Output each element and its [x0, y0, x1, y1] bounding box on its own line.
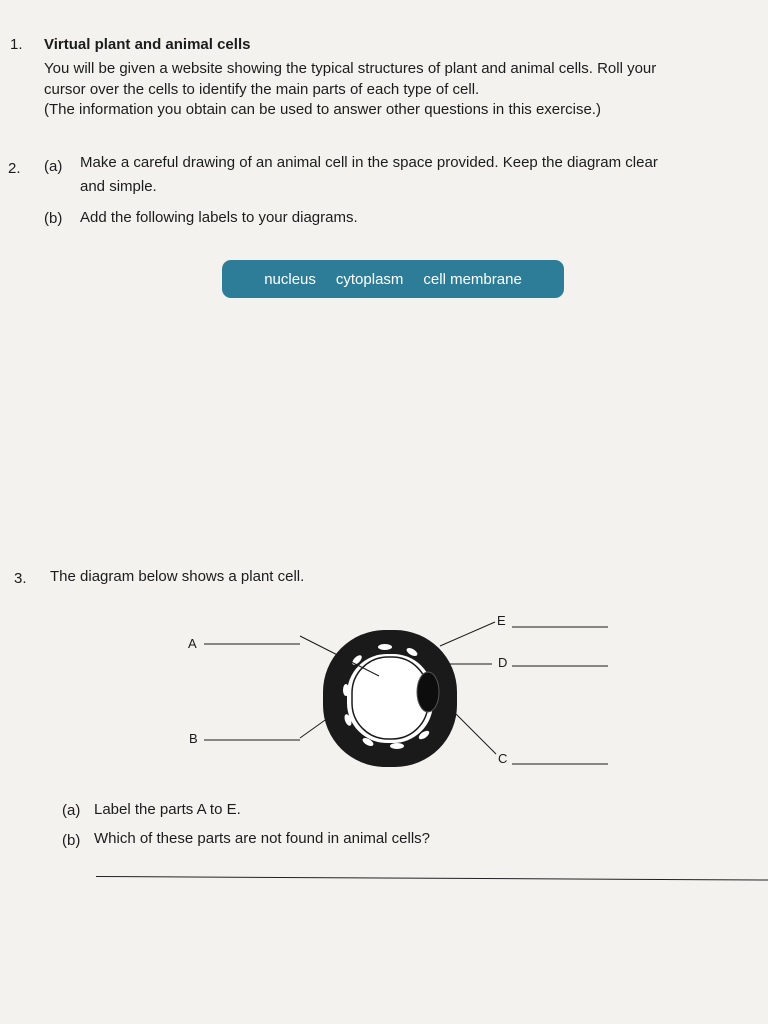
q3-number: 3. [14, 570, 27, 587]
q2a-text-line1: Make a careful drawing of an animal cell in the space provided. Keep the diagram clear [80, 154, 658, 171]
q1-text-line1: You will be given a website showing the typical structures of plant and animal cells. Roll your [44, 60, 657, 77]
q3a-text: Label the parts A to E. [94, 801, 241, 818]
q3a-label: (a) [62, 802, 81, 819]
word-bank [222, 260, 564, 298]
q1-text-line2: cursor over the cells to identify the main parts of each type of cell. [44, 81, 480, 98]
q2b-text: Add the following labels to your diagrams. [80, 209, 358, 226]
q2b-label: (b) [44, 210, 63, 227]
chloroplast [390, 743, 404, 749]
q1-number: 1. [10, 36, 23, 53]
q1-title: Virtual plant and animal cells [44, 36, 251, 53]
chloroplast [343, 684, 349, 696]
word-cell-membrane: cell membrane [423, 270, 522, 288]
label-c: C [498, 751, 508, 766]
label-e: E [497, 613, 506, 628]
word-cytoplasm: cytoplasm [335, 270, 404, 288]
word-nucleus: nucleus [264, 270, 316, 288]
plant-cell-diagram [0, 600, 768, 780]
q2a-label: (a) [44, 158, 63, 175]
q1-text-line3: (The information you obtain can be used to answer other questions in this exercise.) [44, 101, 601, 118]
q2a-text-line2: and simple. [80, 178, 157, 195]
q3b-text: Which of these parts are not found in animal cells? [94, 830, 431, 847]
q3b-answer-line[interactable] [96, 876, 768, 881]
q2-number: 2. [8, 160, 21, 177]
vacuole [352, 657, 428, 739]
chloroplast [378, 644, 392, 650]
q3b-label: (b) [62, 832, 81, 849]
label-d: D [498, 655, 508, 670]
q3-intro: The diagram below shows a plant cell. [50, 568, 305, 585]
label-a: A [188, 636, 197, 651]
nucleus [417, 672, 439, 712]
label-b: B [189, 731, 198, 746]
